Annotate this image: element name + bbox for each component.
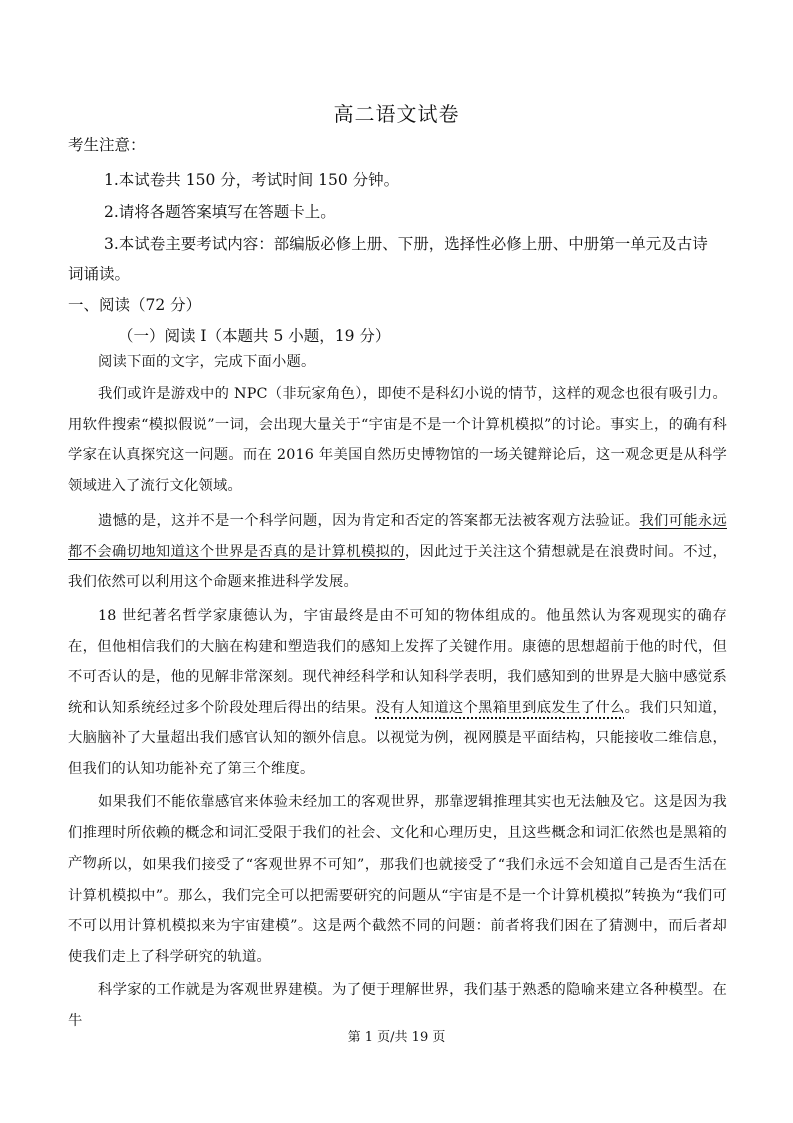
section-heading: 一、阅读（72 分） [68,296,202,314]
passage-paragraph-6: 科学家的工作就是为客观世界建模。为了便于理解世界，我们基于熟悉的隐喻来建立各种模型。在牛 [68,982,727,1029]
underlined-sentence: 我们可能永远都不会确切地知道这个世界是否真的是计算机模拟的 [68,513,727,560]
passage-paragraph-4: 如果我们不能依靠感官来体验未经加工的客观世界，那靠逻辑推理其实也无法触及它。这是因为我们推理时所依赖的概念和词汇受限于我们的社会、文化和心理历史，且这些概念和词汇依然也是黑箱的产物。 [68,794,727,871]
page-title: 高二语文试卷 [333,102,460,126]
paragraph-text: 。我们只知道，大脑脑补了大量超出我们感官认知的额外信息。以视觉为例，视网膜是平面结构，只能接收二维信息，但我们的认知功能补充了第三个维度。 [68,699,728,777]
paragraph-text: ，因此过于关注这个猜想就是在浪费时间。不过，我们依然可以利用这个命题来推进科学发展。 [68,543,727,590]
notice-item-3: 3.本试卷主要考试内容：部编版必修上册、下册，选择性必修上册、中册第一单元及古诗 [104,235,708,253]
paragraph-text: 遗憾的是，这并不是一个科学问题，因为肯定和否定的答案都无法被客观方法验证。 [98,513,640,529]
passage-paragraph-3 [68,601,727,784]
reading-instruction: 阅读下面的文字，完成下面小题。 [98,354,316,370]
page-footer: 第 1 页/共 19 页 [347,1030,446,1045]
emphasized-sentence: 没有人知道这个黑箱里到底发生了什么 [375,699,625,716]
notice-item-1: 1.本试卷共 150 分，考试时间 150 分钟。 [104,171,400,189]
notice-heading: 考生注意： [68,136,146,154]
passage-paragraph-5: 所以，如果我们接受了“客观世界不可知”，那我们也就接受了“我们永远不会知道自己是否生活在计算机模拟中”。那么，我们完全可以把需要研究的问题从“宇宙是不是一个计算机模拟”转换为“我们可不可以用计算机模拟来为宇宙建模”。这是两个截然不同的问题：前者将我们困在了猜测中，而后者却使我们走上了科学研究的轨道。 [68,857,727,965]
passage-paragraph-1: 我们或许是游戏中的 NPC（非玩家角色），即使不是科幻小说的情节，这样的观念也很有吸引力。用软件搜索“模拟假说”一词，会出现大量关于“宇宙是不是一个计算机模拟”的讨论。事实上，的确有科学家在认真探究这一问题。而在 2016 年美国自然历史博物馆的一场关键辩论后，这一观念更是从科学领域进入了流行文化领域。 [68,386,727,494]
notice-item-3-continued: 词诵读。 [68,265,131,283]
passage-paragraph-2 [68,506,727,598]
paragraph-text: 18 世纪著名哲学家康德认为，宇宙最终是由不可知的物体组成的。他虽然认为客观现实的确存在，但他相信我们的大脑在构建和塑造我们的感知上发挥了关键作用。康德的思想超前于他的时代，但不可否认的是，他的见解非常深刻。现代神经科学和认知科学表明，我们感知到的世界是大脑中感觉系统和认知系统经过多个阶段处理后得出的结果。 [68,608,727,716]
notice-item-2: 2.请将各题答案填写在答题卡上。 [104,203,336,221]
subsection-heading: （一）阅读 I（本题共 5 小题，19 分） [118,327,391,345]
